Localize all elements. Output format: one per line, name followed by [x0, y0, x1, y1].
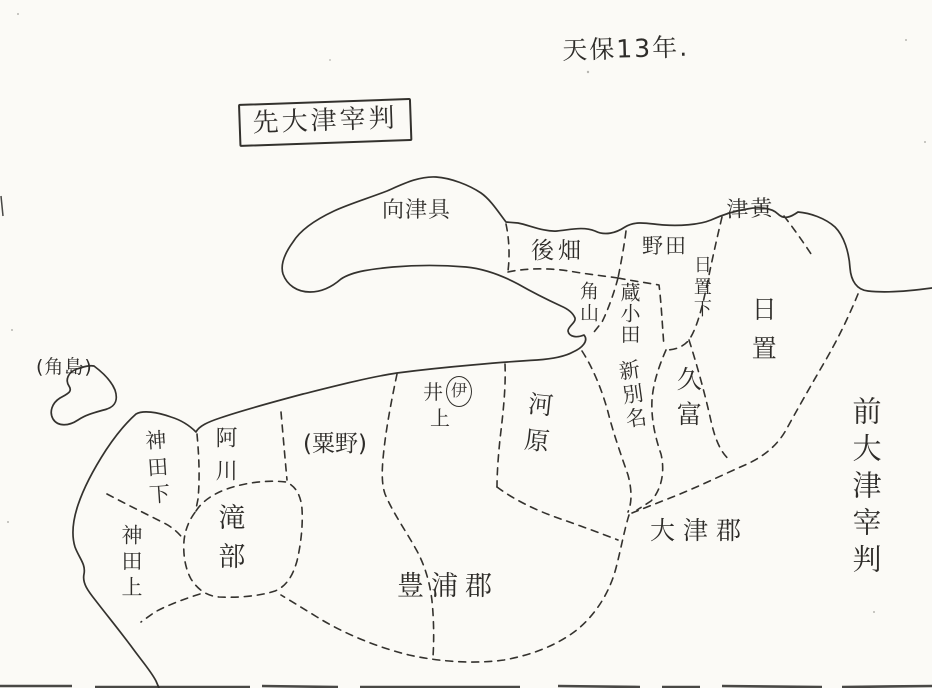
region-label-awano: (粟野) — [303, 431, 367, 457]
boundary-ushirobata-south — [508, 269, 618, 278]
inoue-char-ue: 上 — [430, 406, 450, 430]
region-label-shinbetsumyo: 新別名 — [615, 357, 649, 433]
boundary-noda-west — [618, 231, 626, 278]
era-label: 天保13年. — [561, 32, 690, 65]
boundary-mukatsuku-neck — [506, 224, 509, 271]
district-label-toyoura-gun: 豊浦郡 — [397, 571, 499, 602]
boundary-east-long — [632, 294, 858, 513]
region-label-kuraoda: 蔵小田 — [617, 282, 641, 345]
boundary-agawa-east — [281, 412, 287, 480]
boundary-kawara-south — [497, 487, 618, 540]
region-label-kandashimo: 神田下 — [142, 428, 172, 511]
region-label-heki: 日置 — [748, 296, 778, 374]
coastline-path — [73, 177, 932, 688]
region-label-hisadomi: 久富 — [673, 366, 703, 436]
district-label-otsu-gun: 大津郡 — [650, 516, 750, 545]
region-label-tsunoyama: 角山 — [576, 281, 599, 325]
region-label-hekishimo: 日置下 — [690, 255, 712, 321]
region-label-noda: 野田 — [642, 234, 688, 258]
paper-speckles — [7, 13, 926, 613]
region-label-kandakami: 神田上 — [119, 524, 144, 602]
island-label-tsunoshima: (角島) — [36, 356, 93, 378]
region-label-mukatsuku: 向津具 — [382, 198, 452, 223]
inoue-char-i: 井 — [423, 380, 443, 404]
region-label-takibe: 滝部 — [213, 503, 245, 581]
region-label-kawara: 河原 — [518, 389, 556, 465]
boundary-tsuo-east — [784, 216, 813, 257]
region-label-inoue — [421, 374, 479, 436]
area-label-mae-otsu-saiban: 前大津宰判 — [848, 396, 883, 581]
region-label-ushirobata: 後畑 — [531, 238, 585, 264]
scan-edge-artifacts — [0, 196, 932, 687]
boundary-takibe-coast — [141, 594, 200, 622]
boundary-inoue-east — [497, 364, 505, 487]
inoue-alt-circled-i: 伊 — [446, 376, 472, 407]
map-title-box: 先大津宰判 — [238, 98, 412, 147]
boundary-agawa-west — [196, 434, 199, 509]
region-label-agawa: 阿川 — [212, 426, 238, 492]
region-label-tsuo: 津黄 — [725, 196, 775, 223]
